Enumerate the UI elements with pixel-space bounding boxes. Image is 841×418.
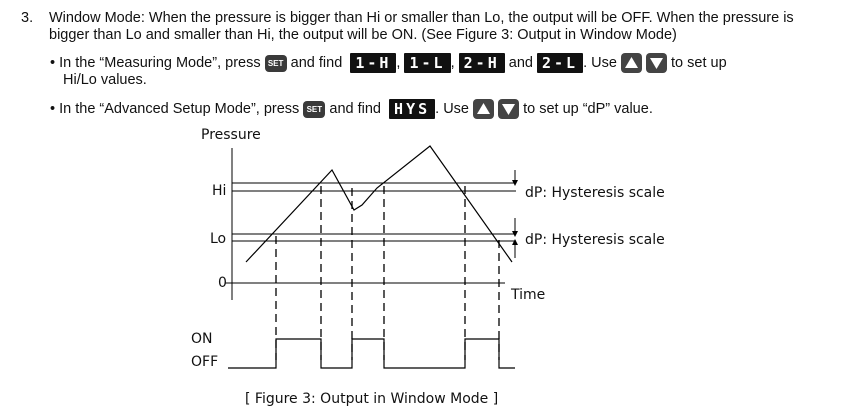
bullet2-text-1: In the “Advanced Setup Mode”, press	[59, 100, 300, 117]
bullet1-text-4: Hi/Lo values.	[63, 72, 147, 88]
time-label: Time	[511, 287, 546, 303]
comma: ,	[450, 54, 455, 71]
hi-label: Hi	[212, 183, 227, 199]
item-line-2: bigger than Lo and smaller than Hi, the output will be ON. (See Figure 3: Output in Window Mode)	[49, 27, 677, 43]
figure-caption: [ Figure 3: Output in Window Mode ]	[245, 391, 499, 407]
comma: ,	[396, 54, 401, 71]
output-waveform	[228, 339, 515, 368]
bullet2-text-3: to set up “dP” value.	[523, 100, 653, 117]
bullet1-text-1: In the “Measuring Mode”, press	[59, 54, 261, 71]
dp-hysteresis-label-2: dP: Hysteresis scale	[525, 232, 665, 248]
bullet-dot: •	[50, 100, 60, 117]
and-text: and	[508, 54, 533, 71]
bullet2-text-2: and find	[329, 100, 381, 117]
set-button[interactable]: SET	[303, 101, 325, 118]
on-label: ON	[191, 331, 213, 347]
off-label: OFF	[191, 354, 219, 370]
dp-arrow-3-head	[512, 239, 518, 245]
set-button[interactable]: SET	[265, 55, 287, 72]
item-number: 3.	[21, 10, 34, 26]
pressure-axis-label: Pressure	[201, 127, 261, 143]
lo-label: Lo	[210, 231, 227, 247]
use-text: . Use	[583, 54, 617, 71]
bullet1-text-2: and find	[290, 54, 343, 71]
dp-hysteresis-label-1: dP: Hysteresis scale	[525, 185, 665, 201]
bullet-dot: •	[50, 54, 60, 71]
bullet1-text-3: to set up	[671, 54, 727, 71]
display-1-h: 1-H	[350, 53, 396, 73]
display-1-l: 1-L	[404, 53, 450, 73]
display-hys: HYS	[389, 99, 435, 119]
display-2-h: 2-H	[459, 53, 505, 73]
use-text: . Use	[435, 100, 469, 117]
display-2-l: 2-L	[537, 53, 583, 73]
item-line-1: Window Mode: When the pressure is bigger than Hi or smaller than Lo, the output will be OFF. When the pressure is	[49, 10, 794, 26]
pressure-curve	[246, 146, 512, 262]
zero-label: 0	[218, 275, 227, 291]
